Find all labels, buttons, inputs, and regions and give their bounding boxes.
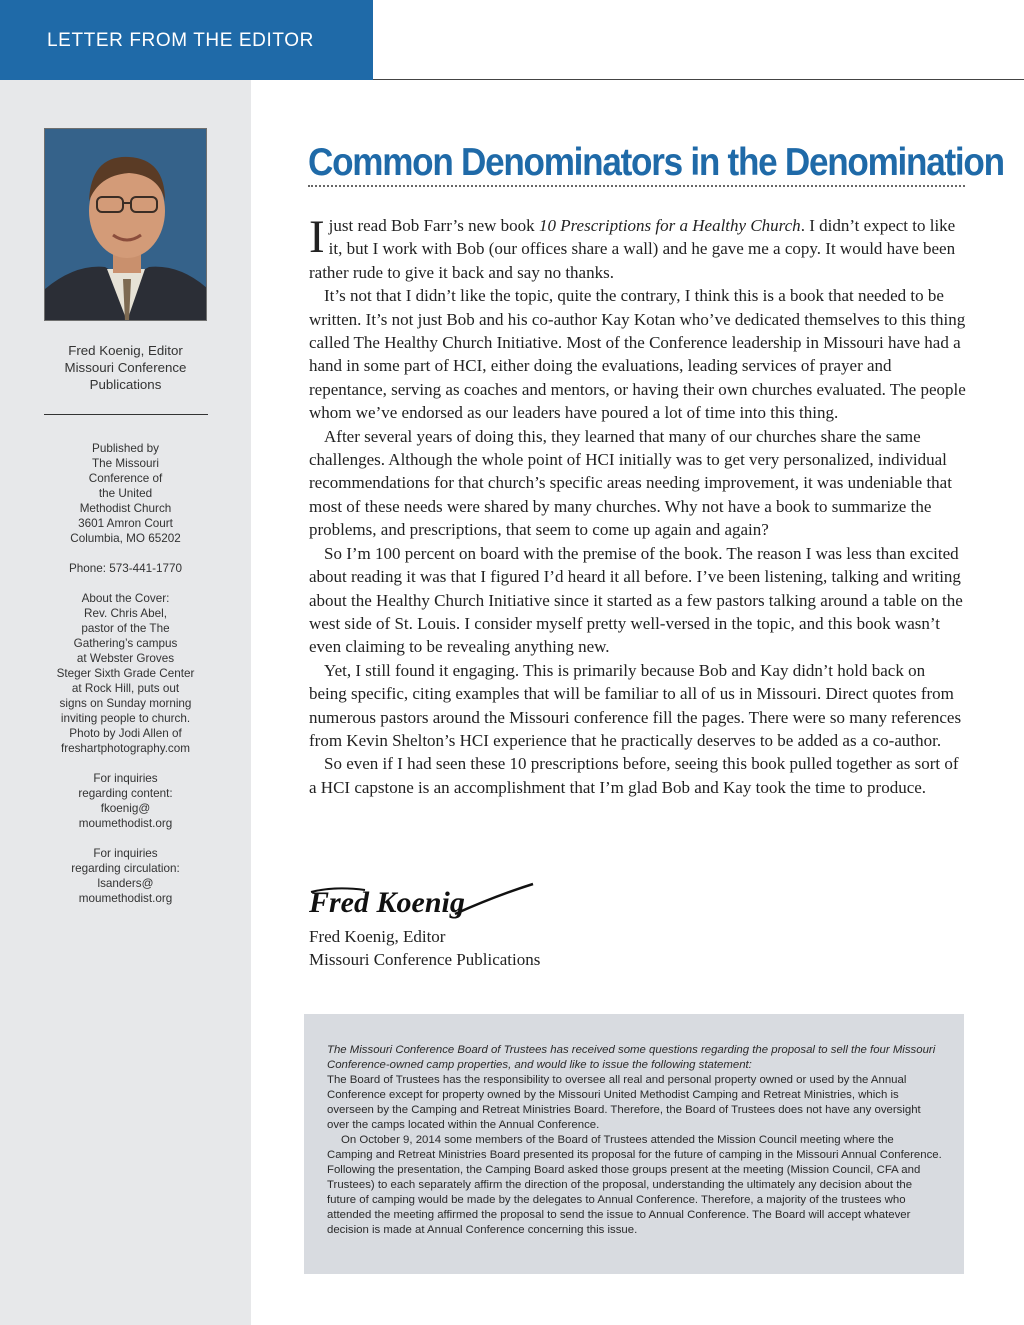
article-paragraph: It’s not that I didn’t like the topic, quite the contrary, I think this is a book that needed to be written. It’s not just Bob and his co-author Kay Kotan who’ve dedicated themselves to this thing called The Healthy Church Initiative. Most of the Conference leadership in Missouri have had a hand in some part of HCI, either doing the evaluations, leading services of prayer and repentance, serving as coaches and mentors, or having their own churches evaluated. The people whom we’ve endorsed as our leaders have poured a lot of time into this thing. xyxy=(309,286,966,423)
section-header-tab xyxy=(0,0,373,80)
info-line: regarding circulation: xyxy=(71,862,180,875)
info-line: pastor of the The xyxy=(81,622,170,635)
notice-intro: The Missouri Conference Board of Trustees has received some questions regarding the proposal to sell the four Missouri Conference-owned camp properties, and would like to issue the following statement: xyxy=(327,1044,936,1071)
notice-text xyxy=(327,1043,942,1238)
editor-portrait-image xyxy=(45,129,207,321)
info-line: 3601 Amron Court xyxy=(78,517,173,530)
article-paragraph: Yet, I still found it engaging. This is primarily because Bob and Kay didn’t hold back on being specific, citing examples that will be familiar to all of us in Missouri. Direct quotes from numerous pastors around the Missouri conference fill the pages. There were so many references from Kevin Shelton’s HCI experience that he practically deserves to be added as a co-author. xyxy=(309,660,962,750)
info-line: the United xyxy=(98,487,153,500)
published-by-block xyxy=(0,441,251,546)
article-paragraph xyxy=(309,211,967,284)
info-line: For inquiries xyxy=(93,772,158,785)
info-line: at Rock Hill, puts out xyxy=(71,682,180,695)
info-line: The Missouri xyxy=(92,457,159,470)
header-rule xyxy=(373,79,1024,80)
notice-paragraph: On October 9, 2014 some members of the Board of Trustees attended the Mission Council meeting where the Camping and Retreat Ministries Board presented its proposal for the future of camping in the Missouri Annual Conference. Following the presentation, the Camping Board asked those groups present at the meeting (Mission Council, CFA and Trustees) to each separately affirm the direction of the proposal, understanding the ultimately any decision about the future of camping would be made by the delegates to Annual Conference. Therefore, a majority of the trustees who attended the meeting affirmed the proposal to send the issue to Annual Conference. The Board will accept whatever decision is made at Annual Conference concerning this issue. xyxy=(327,1134,942,1236)
notice-paragraph: The Board of Trustees has the responsibility to oversee all real and personal property owned or used by the Annual Conference except for property owned by the Missouri United Methodist Camping and Retreat Ministries, which is overseen by the Camping and Retreat Ministries Board. Therefore, the Board of Trustees does not have any oversight over the camps located within the Annual Conference. xyxy=(327,1074,921,1131)
info-line: Gathering’s campus xyxy=(73,637,178,650)
book-title: 10 Prescriptions for a Healthy Church xyxy=(538,216,801,235)
article-headline: Common Denominators in the Denomination xyxy=(308,141,1004,184)
photo-caption xyxy=(0,342,251,393)
drop-cap: I xyxy=(309,211,325,263)
caption-divider xyxy=(44,414,208,415)
info-line: Steger Sixth Grade Center xyxy=(56,667,195,680)
phone-block xyxy=(0,561,251,576)
section-label: LETTER FROM THE EDITOR xyxy=(47,30,314,51)
info-line: Photo by Jodi Allen of xyxy=(69,727,182,740)
publication-info xyxy=(0,441,251,921)
paragraph-text: just read Bob Farr’s new book xyxy=(328,216,539,235)
info-line: Columbia, MO 65202 xyxy=(70,532,181,545)
article-paragraph: After several years of doing this, they learned that many of our churches share the same challenges. Although the whole point of HCI initially was to get very personalized, individual recommendations for that church’s specific areas needing improvement, it was undeniable that most of these needs were shared by many churches. Why not have a book to summarize the problems, and prescriptions, that seem to come up again and again? xyxy=(309,426,952,540)
signoff-organization: Missouri Conference Publications xyxy=(309,950,541,969)
content-inquiries-block xyxy=(0,771,251,831)
circulation-email-domain[interactable]: moumethodist.org xyxy=(78,892,173,905)
info-line: Methodist Church xyxy=(79,502,172,515)
info-line: About the Cover: xyxy=(81,592,170,605)
info-line: regarding content: xyxy=(78,787,173,800)
paragraph-text: . I didn’t expect to like it, but I work with Bob (our offices share a wall) and he gave me a copy. It would have been rather rude to give it back and say no thanks. xyxy=(309,216,956,282)
info-line: For inquiries xyxy=(93,847,158,860)
caption-line: Publications xyxy=(89,377,162,392)
info-line: at Webster Groves xyxy=(76,652,175,665)
info-line: Published by xyxy=(92,442,159,455)
phone-number: Phone: 573-441-1770 xyxy=(68,562,183,575)
handwritten-signature xyxy=(305,878,545,928)
about-cover-block xyxy=(0,591,251,756)
circulation-inquiries-block xyxy=(0,846,251,906)
article-body xyxy=(309,211,967,799)
info-line: Conference of xyxy=(88,472,163,485)
caption-line: Fred Koenig, Editor xyxy=(68,343,183,358)
signature-script: Fred Koenig xyxy=(309,886,465,919)
article-paragraph: So I’m 100 percent on board with the premise of the book. The reason I was less than excited about reading it was that I figured I’d heard it all before. I’ve been listening, talking and writing about the Healthy Church Initiative since it started as a few pastors talking around a table on the west side of St. Louis. I consider myself pretty well-versed in the topic, and this book wasn’t even claiming to be revealing anything new. xyxy=(309,543,963,657)
info-line: freshartphotography.com xyxy=(60,742,191,755)
editor-photo xyxy=(44,128,207,321)
info-line: signs on Sunday morning xyxy=(59,697,192,710)
info-line: inviting people to church. xyxy=(60,712,191,725)
content-email-domain[interactable]: moumethodist.org xyxy=(78,817,173,830)
content-email-user[interactable]: fkoenig@ xyxy=(100,802,151,815)
caption-line: Missouri Conference xyxy=(64,360,187,375)
headline-dotted-rule xyxy=(308,185,965,187)
trustees-notice-box xyxy=(304,1014,964,1274)
signoff-name: Fred Koenig, Editor xyxy=(309,927,446,946)
article-paragraph: So even if I had seen these 10 prescriptions before, seeing this book pulled together as sort of a HCI capstone is an accomplishment that I’m glad Bob and Kay took the time to produce. xyxy=(309,754,959,797)
circulation-email-user[interactable]: lsanders@ xyxy=(97,877,154,890)
info-line: Rev. Chris Abel, xyxy=(84,607,167,620)
